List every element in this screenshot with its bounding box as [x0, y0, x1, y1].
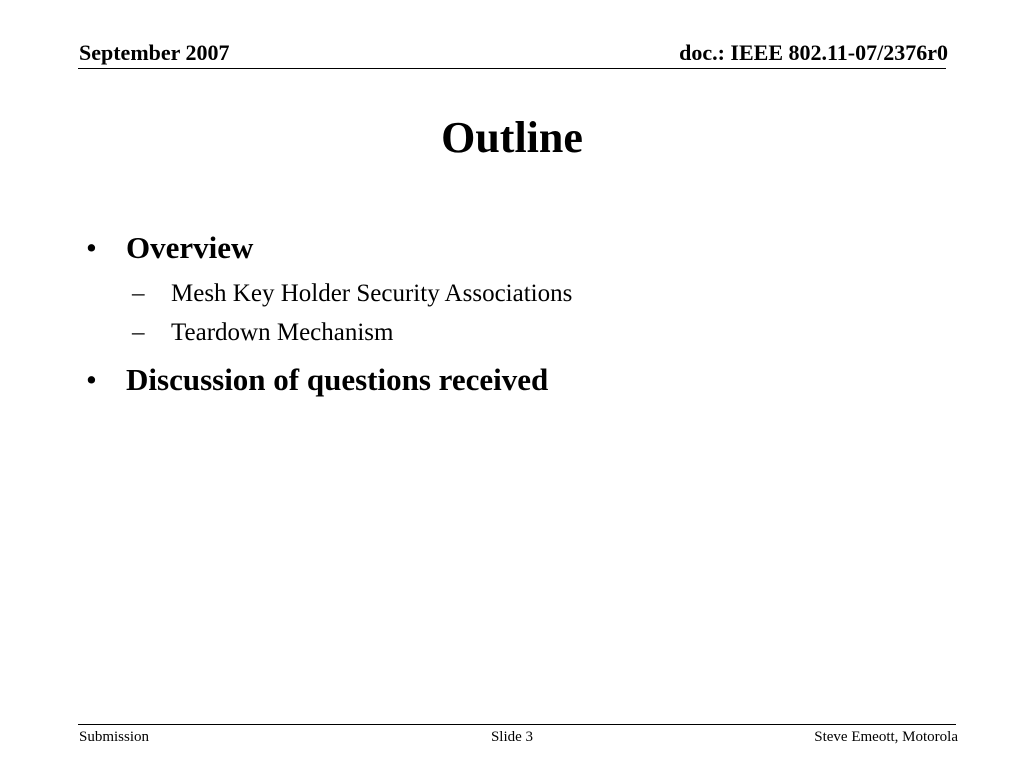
bullet-marker: •	[86, 230, 97, 265]
slide-title: Outline	[441, 113, 583, 162]
footer-author: Steve Emeott, Motorola	[814, 729, 958, 745]
sub-bullet-text: Mesh Key Holder Security Associations	[171, 280, 573, 307]
dash-marker: –	[132, 319, 145, 346]
footer-submission: Submission	[79, 729, 150, 745]
footer-slide-number: Slide 3	[490, 729, 534, 745]
bullet-text: Overview	[126, 230, 254, 265]
sub-bullet-text: Teardown Mechanism	[171, 319, 394, 346]
bullet-marker: •	[86, 362, 97, 397]
header-doc-id: doc.: IEEE 802.11-07/2376r0	[679, 40, 948, 65]
bullet-text: Discussion of questions received	[126, 362, 549, 397]
footer-divider	[78, 724, 956, 725]
header-date: September 2007	[79, 40, 230, 65]
dash-marker: –	[132, 280, 145, 307]
